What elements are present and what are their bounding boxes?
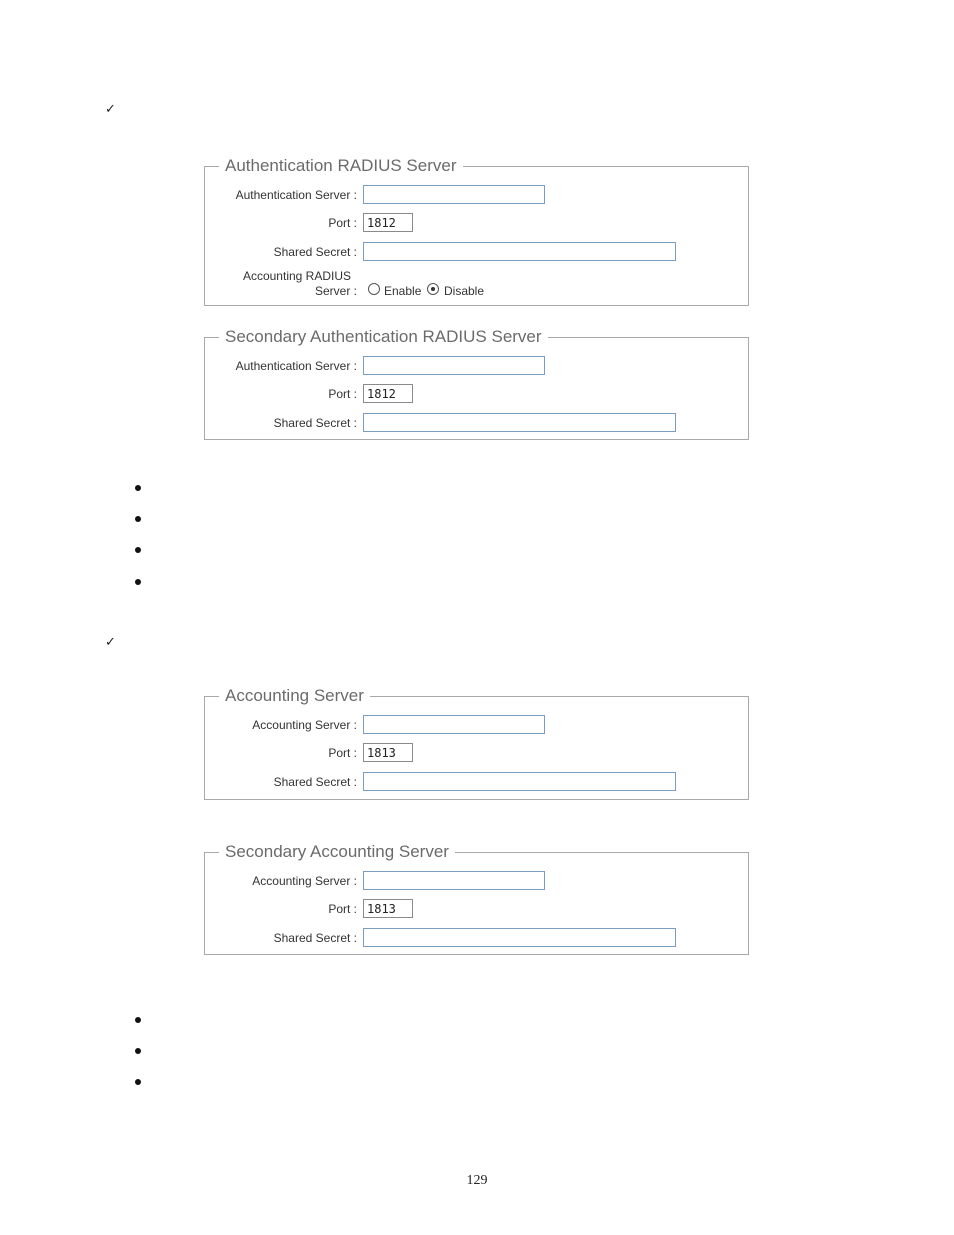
accounting-server-legend: Accounting Server bbox=[219, 686, 370, 706]
secondary-auth-radius-fieldset bbox=[204, 327, 749, 440]
secondary-auth-secret-row bbox=[205, 413, 748, 435]
secondary-auth-secret-input[interactable] bbox=[363, 413, 676, 432]
secondary-auth-port-input[interactable] bbox=[363, 384, 413, 403]
auth-server-label: Authentication Server : bbox=[235, 188, 357, 202]
auth-radius-fieldset bbox=[204, 156, 749, 306]
accounting-secret-label: Shared Secret : bbox=[273, 775, 357, 789]
accounting-enable-radio[interactable] bbox=[368, 283, 380, 295]
accounting-disable-radio[interactable] bbox=[427, 283, 439, 295]
secondary-accounting-server-fieldset bbox=[204, 842, 749, 955]
accounting-radius-label-line1: Accounting RADIUS bbox=[242, 269, 351, 283]
bullet-icon bbox=[135, 547, 141, 553]
auth-port-label: Port : bbox=[328, 216, 357, 230]
auth-secret-input[interactable] bbox=[363, 242, 676, 261]
secondary-auth-port-row bbox=[205, 384, 748, 406]
page-number: 129 bbox=[466, 1173, 488, 1188]
auth-server-row bbox=[205, 185, 748, 207]
accounting-disable-label: Disable bbox=[444, 284, 485, 298]
secondary-accounting-server-input[interactable] bbox=[363, 871, 545, 890]
secondary-auth-server-label: Authentication Server : bbox=[235, 359, 357, 373]
secondary-accounting-server-label: Accounting Server : bbox=[252, 874, 357, 888]
secondary-auth-server-input[interactable] bbox=[363, 356, 545, 375]
accounting-server-row bbox=[205, 715, 748, 737]
bullet-icon bbox=[135, 485, 141, 491]
accounting-enable-label: Enable bbox=[384, 284, 422, 298]
accounting-port-input[interactable] bbox=[363, 743, 413, 762]
auth-secret-label: Shared Secret : bbox=[273, 245, 357, 259]
secondary-accounting-port-row bbox=[205, 899, 748, 921]
secondary-accounting-server-legend: Secondary Accounting Server bbox=[219, 842, 455, 862]
radio-selected-dot bbox=[431, 287, 435, 291]
auth-secret-row bbox=[205, 242, 748, 264]
secondary-accounting-port-input[interactable] bbox=[363, 899, 413, 918]
checkmark-icon: ✓ bbox=[105, 101, 116, 116]
bullet-icon bbox=[135, 516, 141, 522]
accounting-port-label: Port : bbox=[328, 746, 357, 760]
accounting-radius-label-line2: Server : bbox=[314, 284, 357, 298]
secondary-accounting-secret-label: Shared Secret : bbox=[273, 931, 357, 945]
accounting-server-label: Accounting Server : bbox=[252, 718, 357, 732]
bullet-icon bbox=[135, 1048, 141, 1054]
accounting-port-row bbox=[205, 743, 748, 765]
accounting-server-input[interactable] bbox=[363, 715, 545, 734]
secondary-accounting-server-row bbox=[205, 871, 748, 893]
secondary-auth-port-label: Port : bbox=[328, 387, 357, 401]
secondary-auth-radius-legend: Secondary Authentication RADIUS Server bbox=[219, 327, 548, 347]
secondary-auth-server-row bbox=[205, 356, 748, 378]
accounting-server-fieldset bbox=[204, 686, 749, 800]
auth-port-input[interactable] bbox=[363, 213, 413, 232]
auth-radius-legend: Authentication RADIUS Server bbox=[219, 156, 463, 176]
accounting-secret-input[interactable] bbox=[363, 772, 676, 791]
auth-server-input[interactable] bbox=[363, 185, 545, 204]
secondary-accounting-secret-input[interactable] bbox=[363, 928, 676, 947]
secondary-accounting-port-label: Port : bbox=[328, 902, 357, 916]
checkmark-icon: ✓ bbox=[105, 634, 116, 649]
secondary-accounting-secret-row bbox=[205, 928, 748, 950]
bullet-icon bbox=[135, 579, 141, 585]
bullet-icon bbox=[135, 1079, 141, 1085]
auth-port-row bbox=[205, 213, 748, 235]
accounting-secret-row bbox=[205, 772, 748, 794]
bullet-icon bbox=[135, 1017, 141, 1023]
secondary-auth-secret-label: Shared Secret : bbox=[273, 416, 357, 430]
